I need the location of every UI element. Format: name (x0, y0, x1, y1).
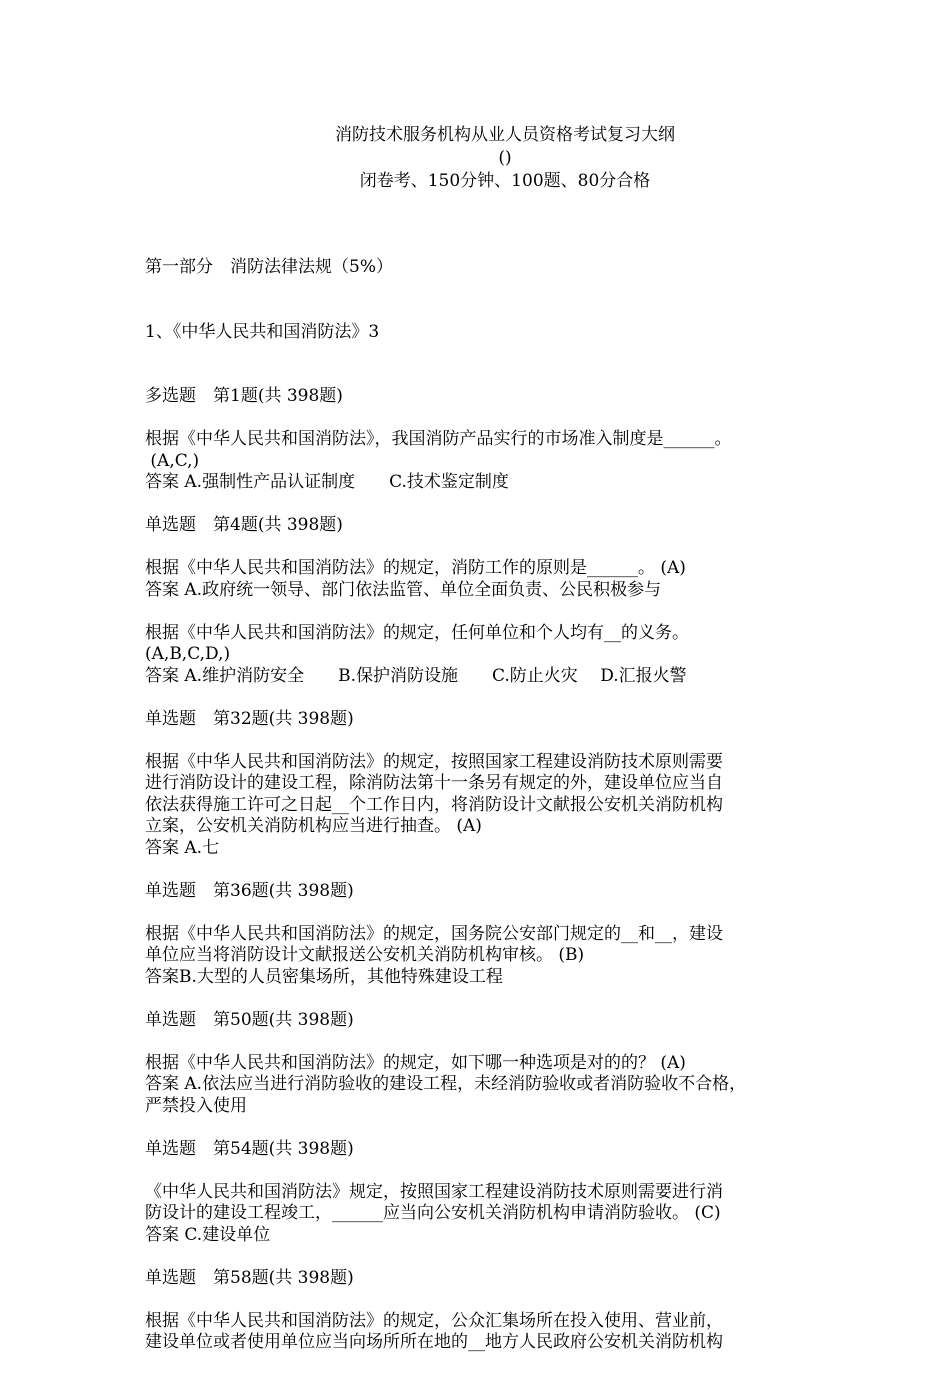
spacer (145, 601, 830, 623)
spacer (145, 1246, 830, 1268)
question-type-header: 单选题 第4题(共 398题) (145, 515, 343, 535)
question-block (145, 709, 830, 881)
question-text-line: 《中华人民共和国消防法》规定，按照国家工程建设消防技术原则需要进行消 (145, 1181, 723, 1202)
spacer (145, 494, 830, 516)
spacer (145, 687, 830, 709)
question-text-line: 根据《中华人民共和国消防法》的规定，按照国家工程建设消防技术原则需要 (145, 751, 723, 772)
spacer (145, 730, 830, 752)
answer-line: 答案 A.强制性产品认证制度 C.技术鉴定制度 (145, 472, 509, 492)
question-text-line: 根据《中华人民共和国消防法》的规定，国务院公安部门规定的__和__，建设 (145, 923, 723, 944)
question-text-line: 根据《中华人民共和国消防法》的规定，消防工作的原则是______。 (A) (145, 558, 686, 578)
question-block (145, 623, 830, 709)
spacer (145, 537, 830, 559)
question-type-header: 多选题 第1题(共 398题) (145, 386, 343, 406)
spacer (145, 988, 830, 1010)
question-block (145, 386, 830, 515)
question-text-line: 进行消防设计的建设工程，除消防法第十一条另有规定的外，建设单位应当自 (145, 773, 723, 793)
spacer (145, 902, 830, 924)
section-heading: 1、《中华人民共和国消防法》3 (145, 321, 380, 342)
spacer (145, 859, 830, 881)
document-subtitle: () (498, 148, 512, 168)
part-heading: 第一部分 消防法律法规（5%） (145, 257, 393, 277)
document-body (145, 214, 830, 1397)
spacer (145, 408, 830, 430)
question-block (145, 1268, 830, 1354)
answer-line: 答案 A.政府统一领导、部门依法监管、单位全面负责、公民积极参与 (145, 579, 662, 600)
question-text-line: 根据《中华人民共和国消防法》的规定，任何单位和个人均有__的义务。 (145, 622, 689, 643)
answer-line: 答案 A.七 (145, 837, 220, 858)
question-list (145, 386, 830, 1354)
question-type-header: 单选题 第32题(共 398题) (145, 708, 354, 729)
question-text-line: 防设计的建设工程竣工，______应当向公安机关消防机构申请消防验收。 (C) (145, 1203, 721, 1223)
question-type-header: 单选题 第36题(共 398题) (145, 880, 354, 901)
answer-line: 答案 C.建设单位 (145, 1224, 271, 1245)
question-type-header: 单选题 第54题(共 398题) (145, 1138, 354, 1159)
question-text-line: (A,B,C,D,) (145, 644, 231, 664)
question-text-line: 根据《中华人民共和国消防法》，我国消防产品实行的市场准入制度是______。 (145, 429, 732, 449)
question-text-line: 根据《中华人民共和国消防法》的规定，如下哪一种选项是对的的？ (A) (145, 1052, 686, 1073)
question-text-line: 依法获得施工许可之日起__个工作日内，将消防设计文献报公安机关消防机构 (145, 794, 723, 815)
answer-line: 答案B.大型的人员密集场所，其他特殊建设工程 (145, 966, 503, 987)
spacer (145, 1160, 830, 1182)
answer-line: 答案 A.维护消防安全 B.保护消防设施 C.防止火灾 D.汇报火警 (145, 665, 687, 686)
question-type-header: 单选题 第58题(共 398题) (145, 1267, 354, 1288)
spacer (145, 1117, 830, 1139)
question-block (145, 1010, 830, 1139)
question-text-line: 单位应当将消防设计文献报送公安机关消防机构审核。 (B) (145, 945, 585, 965)
question-text-line: (A,C,) (145, 450, 200, 471)
spacer (145, 1289, 830, 1311)
question-block (145, 881, 830, 1010)
question-text-line: 严禁投入使用 (145, 1095, 247, 1116)
exam-info: 闭卷考、150分钟、100题、80分合格 (359, 171, 651, 191)
question-text-line: 建设单位或者使用单位应当向场所所在地的__地方人民政府公安机关消防机构 (145, 1332, 723, 1352)
spacer (145, 1031, 830, 1053)
answer-line: 答案 A.依法应当进行消防验收的建设工程，未经消防验收或者消防验收不合格， (145, 1074, 747, 1094)
question-block (145, 515, 830, 623)
question-type-header: 单选题 第50题(共 398题) (145, 1009, 354, 1030)
question-text-line: 立案，公安机关消防机构应当进行抽查。 (A) (145, 816, 482, 836)
question-block (145, 1139, 830, 1268)
question-text-line: 根据《中华人民共和国消防法》的规定，公众汇集场所在投入使用、营业前， (145, 1310, 723, 1331)
title-block (0, 124, 950, 193)
document-title: 消防技术服务机构从业人员资格考试复习大纲 (335, 125, 675, 145)
